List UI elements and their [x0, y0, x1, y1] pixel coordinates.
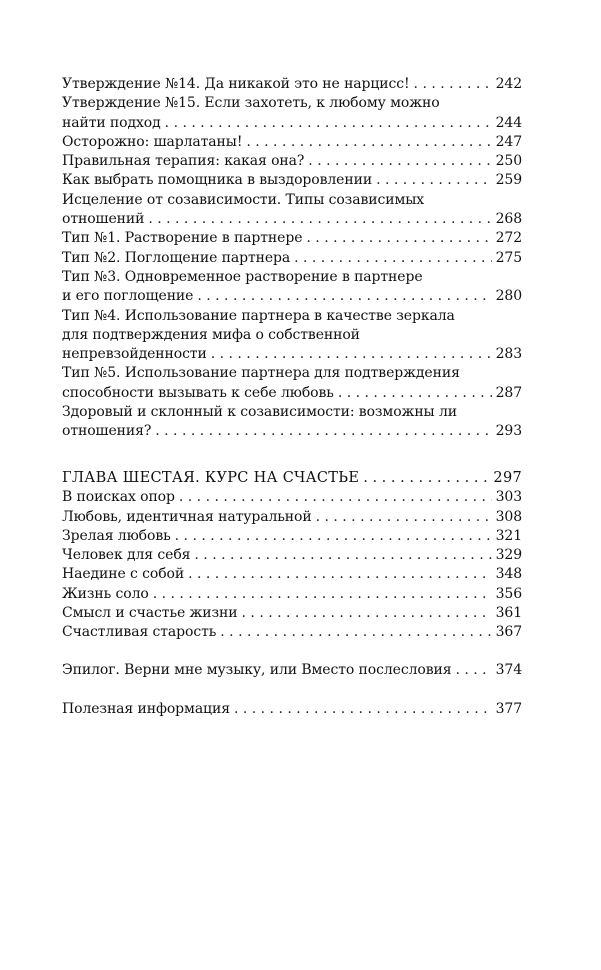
toc-page-number: 348	[495, 566, 522, 583]
toc-entry-title-line: В поисках опор	[62, 489, 175, 506]
toc-entry-title-line: Смысл и счастье жизни	[62, 605, 238, 622]
toc-entry[interactable]	[62, 508, 522, 527]
toc-page-number: 308	[495, 508, 522, 525]
toc-page-number: 374	[495, 662, 522, 678]
toc-leader-dots	[153, 585, 492, 604]
toc-entry-title-line: Здоровый и склонный к созависимости: возможны ли	[62, 404, 457, 421]
toc-useful-info-block	[62, 700, 522, 719]
toc-entry-title-line: Как выбрать помощника в выздоровлении	[62, 172, 373, 189]
toc-leader-dots	[165, 114, 492, 133]
toc-chapter-heading[interactable]	[62, 469, 522, 488]
toc-page-number: 283	[495, 346, 522, 363]
toc-entry-title-line: Жизнь соло	[62, 585, 149, 602]
toc-chapter-title: ГЛАВА ШЕСТАЯ. КУРС НА СЧАСТЬЕ	[62, 470, 360, 486]
toc-entry-epilogue[interactable]	[62, 661, 522, 680]
toc-entry[interactable]	[62, 488, 522, 507]
toc-entry-title-line: найти подход	[62, 114, 161, 131]
toc-page-number: 272	[495, 230, 522, 247]
toc-entry[interactable]	[62, 403, 522, 442]
toc-entry-title-line: Наедине с собой	[62, 566, 185, 583]
toc-epilogue-block	[62, 661, 522, 680]
toc-leader-dots	[414, 75, 492, 94]
toc-leader-dots	[197, 287, 491, 306]
toc-entry-title-line: Осторожно: шарлатаны!	[62, 133, 243, 150]
toc-entry[interactable]	[62, 604, 522, 623]
toc-entry[interactable]	[62, 268, 522, 307]
toc-leader-dots	[194, 546, 491, 565]
toc-leader-dots	[148, 210, 491, 229]
toc-page-number: 356	[495, 585, 522, 602]
toc-entry-title-line: Исцеление от созависимости. Типы созависимых	[62, 191, 425, 208]
toc-entry[interactable]	[62, 152, 522, 171]
toc-section-chapter-6	[62, 469, 522, 643]
toc-entry-title-line: Человек для себя	[62, 547, 191, 564]
toc-entry[interactable]	[62, 585, 522, 604]
toc-page-number: 250	[495, 153, 522, 170]
toc-entry-title: Эпилог. Верни мне музыку, или Вместо послесловия	[62, 662, 452, 678]
toc-entry[interactable]	[62, 94, 522, 133]
toc-entry-title-line: отношения?	[62, 423, 152, 440]
toc-entry[interactable]	[62, 364, 522, 403]
toc-entry-title-line: Счастливая старость	[62, 624, 217, 641]
toc-entry-title: Полезная информация	[62, 701, 230, 717]
toc-entry-title-line: и его поглощение	[62, 288, 194, 305]
toc-entry-title-line: для подтверждения мифа о собственной	[62, 326, 360, 343]
toc-page-number: 287	[495, 384, 522, 401]
toc-leader-dots	[175, 527, 492, 546]
toc-page-number: 361	[495, 605, 522, 622]
toc-leader-dots	[308, 152, 491, 171]
toc-entry-title-line: Зрелая любовь	[62, 527, 171, 544]
toc-entry-title-line: способности вызывать к себе любовь	[62, 384, 334, 401]
toc-leader-dots	[376, 171, 492, 190]
toc-page-number: 303	[495, 489, 522, 506]
toc-page-number: 293	[495, 423, 522, 440]
toc-leader-dots	[316, 508, 492, 527]
toc-entry[interactable]	[62, 565, 522, 584]
toc-entry[interactable]	[62, 171, 522, 190]
toc-entry-useful-info[interactable]	[62, 700, 522, 719]
toc-entry-title-line: Тип №4. Использование партнера в качестве зеркала	[62, 307, 455, 324]
toc-entry-title-line: Тип №1. Растворение в партнере	[62, 230, 303, 247]
toc-leader-dots	[188, 565, 491, 584]
toc-page-number: 268	[495, 211, 522, 228]
toc-page-number: 297	[493, 470, 522, 486]
toc-page-number: 377	[495, 701, 522, 717]
toc-page-number: 247	[495, 133, 522, 150]
toc-entry[interactable]	[62, 191, 522, 230]
toc-leader-dots	[455, 661, 491, 680]
toc-entry[interactable]	[62, 249, 522, 268]
toc-entry-title-line: Любовь, идентичная натуральной	[62, 508, 312, 525]
toc-leader-dots	[338, 384, 492, 403]
toc-entry-title-line: отношений	[62, 211, 145, 228]
toc-leader-dots	[155, 422, 491, 441]
toc-leader-dots	[306, 229, 491, 248]
toc-entry[interactable]	[62, 623, 522, 642]
toc-entry[interactable]	[62, 527, 522, 546]
toc-leader-dots	[234, 700, 492, 719]
toc-page-number: 242	[495, 76, 522, 92]
toc-entry-title-line: Тип №3. Одновременное растворение в партнере	[62, 268, 423, 285]
toc-entry-title-line: Правильная терапия: какая она?	[62, 153, 305, 170]
toc-entry-title-line: Тип №5. Использование партнера для подтверждения	[62, 365, 460, 382]
toc-page-number: 244	[495, 114, 522, 131]
toc-chapter-6-entries	[62, 488, 522, 642]
toc-leader-dots	[211, 345, 492, 364]
toc-entry-title-line: Утверждение №15. Если захотеть, к любому можно	[62, 95, 440, 112]
toc-entry[interactable]	[62, 307, 522, 365]
toc-section-1	[62, 75, 522, 442]
toc-page-number: 280	[495, 288, 522, 305]
toc-page-number: 259	[495, 172, 522, 189]
toc-page-number: 329	[495, 547, 522, 564]
toc-page-number: 275	[495, 249, 522, 266]
toc-entry[interactable]	[62, 546, 522, 565]
toc-leader-dots	[179, 488, 492, 507]
toc-leader-dots	[363, 469, 489, 488]
toc-entry[interactable]	[62, 133, 522, 152]
toc-entry-title-line: Тип №2. Поглощение партнера	[62, 249, 291, 266]
toc-page-number: 321	[495, 527, 522, 544]
toc-page-number: 367	[495, 624, 522, 641]
toc-entry[interactable]	[62, 75, 522, 94]
toc-leader-dots	[242, 604, 492, 623]
toc-leader-dots	[220, 623, 491, 642]
toc-leader-dots	[246, 133, 491, 152]
toc-entry-title-line: непревзойденности	[62, 346, 207, 363]
toc-leader-dots	[294, 249, 491, 268]
toc-entry-title-line: Утверждение №14. Да никакой это не нарцисс!	[62, 76, 410, 92]
toc-entry[interactable]	[62, 229, 522, 248]
